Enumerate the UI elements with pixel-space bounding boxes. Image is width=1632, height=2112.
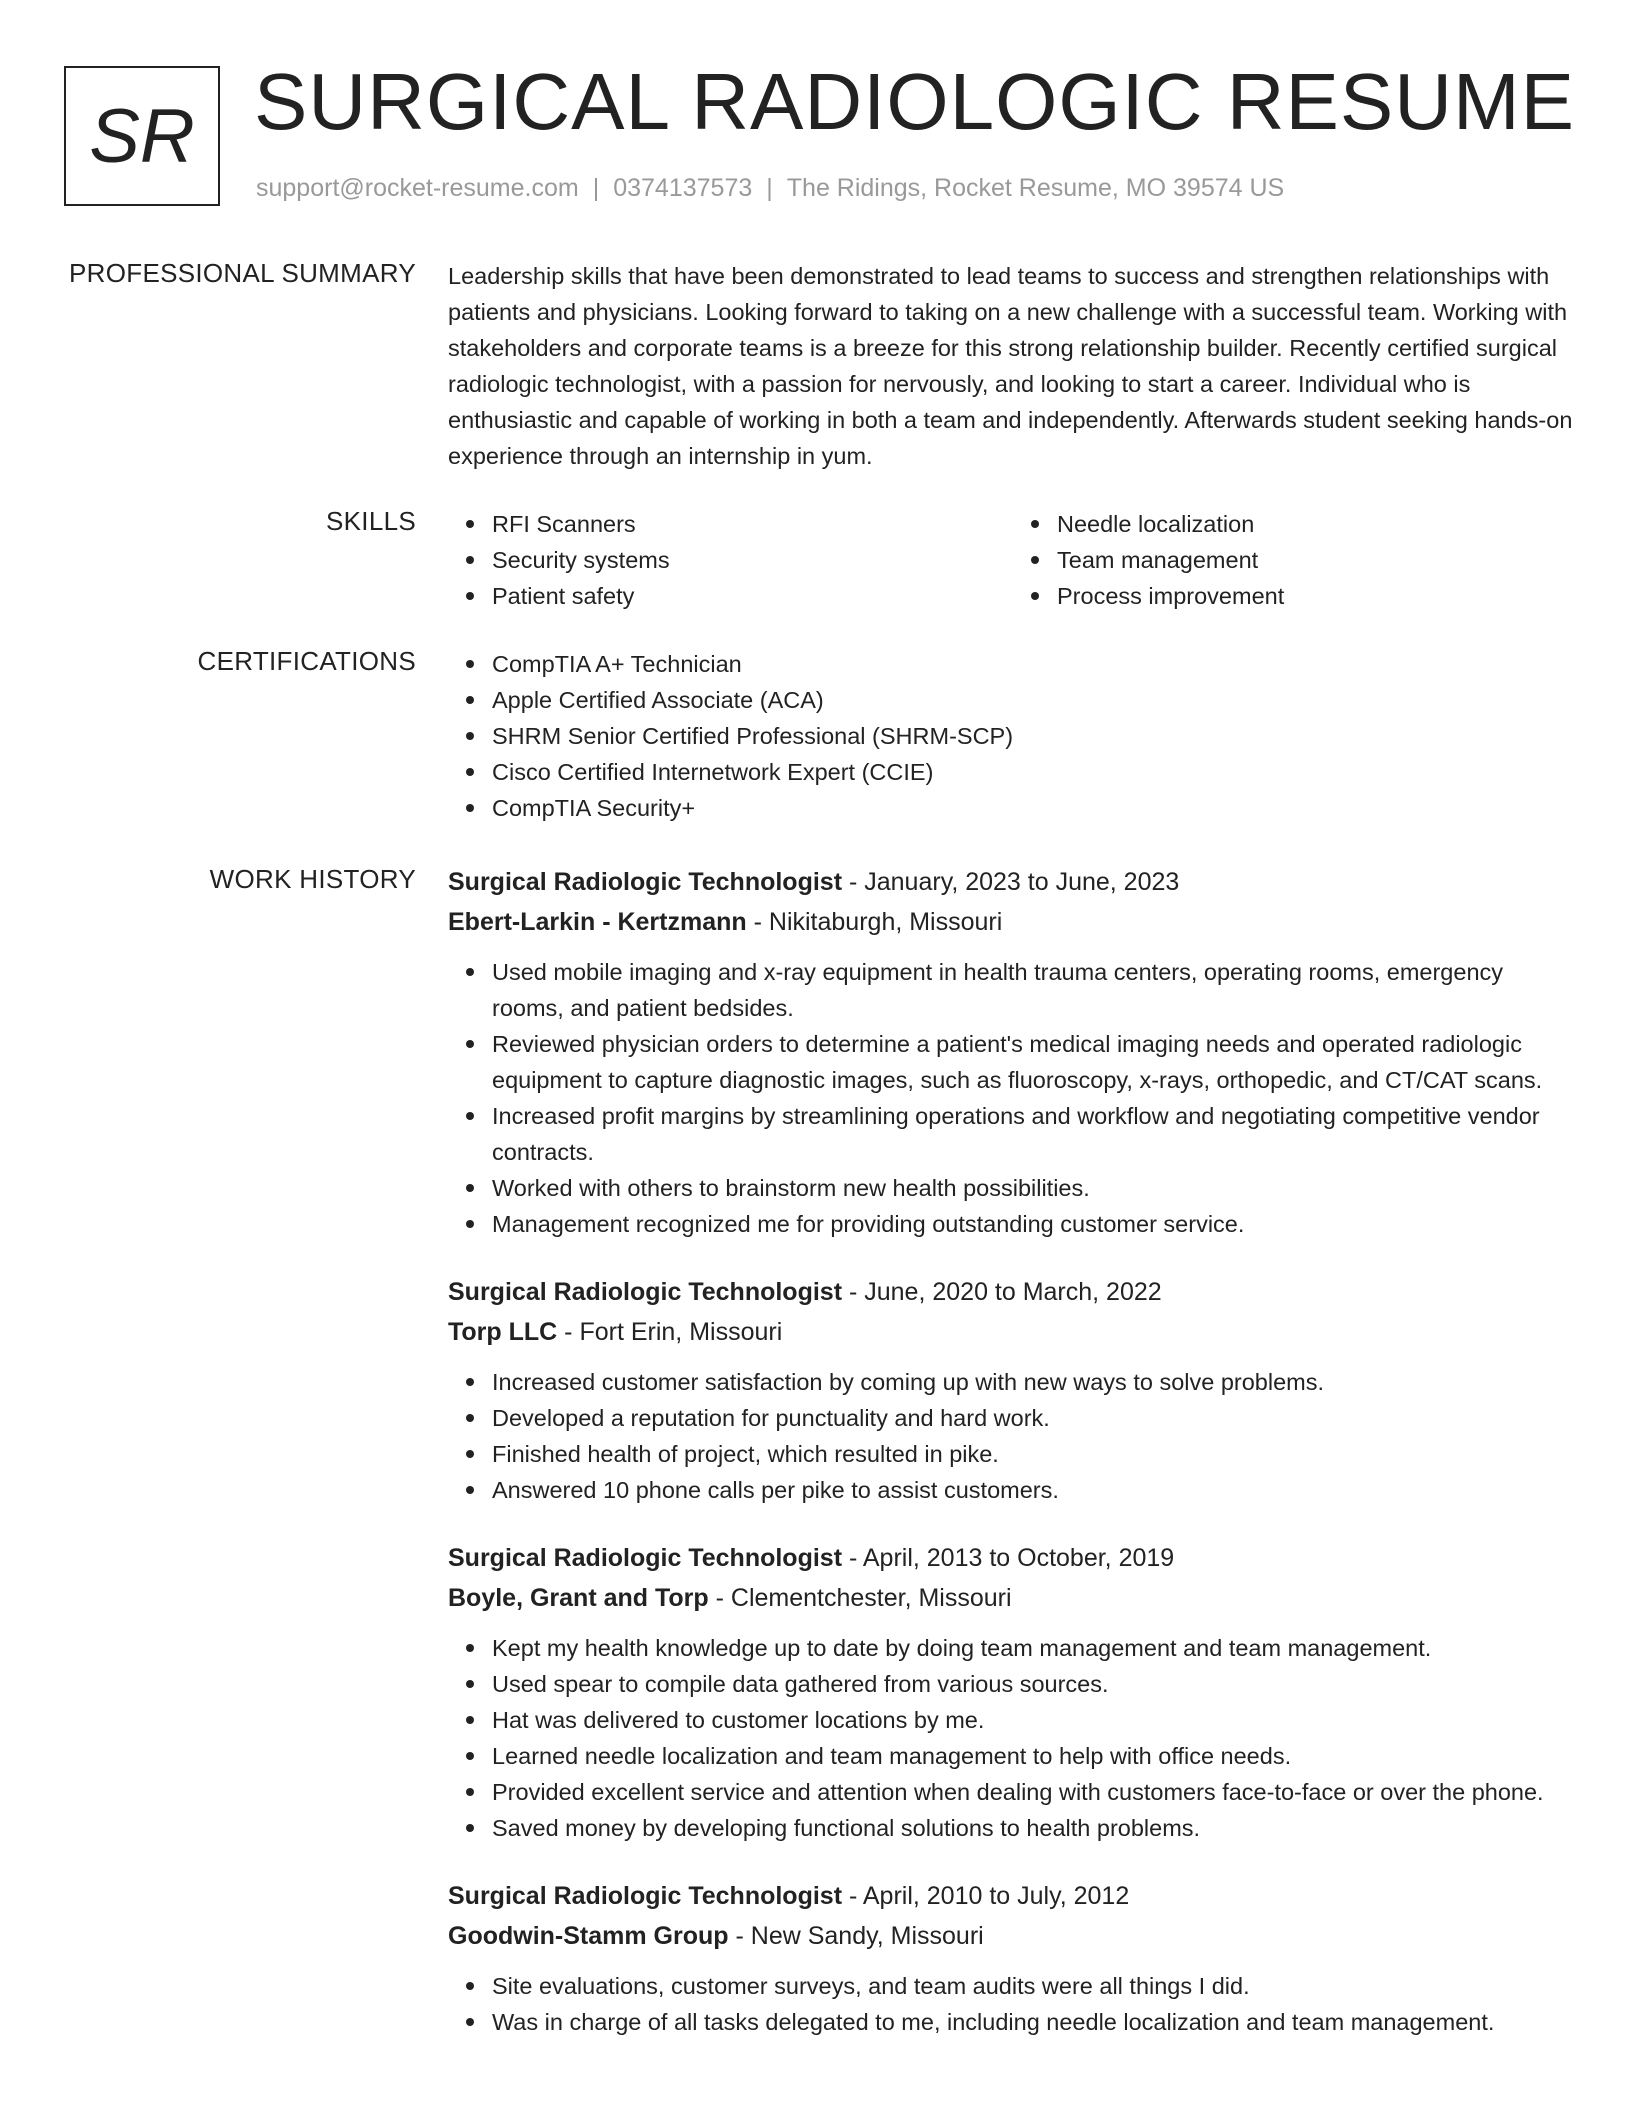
skills-body — [448, 506, 1578, 614]
page-title: SURGICAL RADIOLOGIC RESUME — [254, 57, 1576, 146]
contact-separator: | — [766, 174, 773, 202]
job-company-line — [448, 1916, 1578, 1956]
job-title-line — [448, 1272, 1578, 1312]
skill-item: Team management — [1057, 542, 1578, 578]
job-bullet: Worked with others to brainstorm new health possibilities. — [492, 1170, 1578, 1206]
job-entry — [448, 862, 1578, 1242]
skill-item: RFI Scanners — [492, 506, 1013, 542]
monogram: SR — [64, 66, 220, 206]
certifications-heading: CERTIFICATIONS — [197, 646, 416, 676]
job-bullet: Answered 10 phone calls per pike to assist customers. — [492, 1472, 1578, 1508]
job-bullet: Increased profit margins by streamlining operations and workflow and negotiating competitive vendor contracts. — [492, 1098, 1578, 1170]
skill-item: Patient safety — [492, 578, 1013, 614]
summary-heading: PROFESSIONAL SUMMARY — [69, 258, 416, 288]
job-title-line — [448, 1876, 1578, 1916]
job-bullets — [448, 1968, 1578, 2040]
certification-item: CompTIA A+ Technician — [492, 646, 1578, 682]
job-title-line — [448, 1538, 1578, 1578]
job-entry — [448, 1272, 1578, 1508]
job-title: Surgical Radiologic Technologist — [448, 1544, 843, 1572]
certification-item: SHRM Senior Certified Professional (SHRM-SCP) — [492, 718, 1578, 754]
job-bullet: Provided excellent service and attention when dealing with customers face-to-face or over the phone. — [492, 1774, 1578, 1810]
job-dates: - April, 2010 to July, 2012 — [842, 1882, 1130, 1910]
job-title: Surgical Radiologic Technologist — [448, 868, 843, 896]
contact-address: The Ridings, Rocket Resume, MO 39574 US — [786, 174, 1285, 202]
job-title-line — [448, 862, 1578, 902]
job-bullets — [448, 1630, 1578, 1846]
job-company: Goodwin-Stamm Group — [448, 1922, 729, 1950]
job-bullet: Reviewed physician orders to determine a patient's medical imaging needs and operated radiologic equipment to capture diagnostic images, such as fluoroscopy, x-rays, orthopedic, and CT/CAT scans. — [492, 1026, 1578, 1098]
job-company-line — [448, 1312, 1578, 1352]
job-title: Surgical Radiologic Technologist — [448, 1882, 843, 1910]
job-bullet: Used mobile imaging and x-ray equipment in health trauma centers, operating rooms, emergency rooms, and patient bedsides. — [492, 954, 1578, 1026]
job-bullet: Increased customer satisfaction by coming up with new ways to solve problems. — [492, 1364, 1578, 1400]
job-bullet: Site evaluations, customer surveys, and team audits were all things I did. — [492, 1968, 1578, 2004]
skill-item: Security systems — [492, 542, 1013, 578]
skills-column-2 — [1013, 506, 1578, 614]
job-bullet: Hat was delivered to customer locations by me. — [492, 1702, 1578, 1738]
certification-item: Cisco Certified Internetwork Expert (CCIE) — [492, 754, 1578, 790]
job-company: Torp LLC — [448, 1318, 558, 1346]
job-company-line — [448, 1578, 1578, 1618]
contact-separator: | — [592, 174, 600, 202]
job-bullet: Learned needle localization and team management to help with office needs. — [492, 1738, 1578, 1774]
job-bullet: Was in charge of all tasks delegated to me, including needle localization and team management. — [492, 2004, 1578, 2040]
job-entry — [448, 1876, 1578, 2040]
job-dates: - April, 2013 to October, 2019 — [842, 1544, 1175, 1572]
job-bullet: Finished health of project, which resulted in pike. — [492, 1436, 1578, 1472]
skill-item: Needle localization — [1057, 506, 1578, 542]
job-location: - Fort Erin, Missouri — [557, 1318, 783, 1346]
job-bullet: Used spear to compile data gathered from various sources. — [492, 1666, 1578, 1702]
contact-email: support@rocket-resume.com — [256, 174, 579, 202]
job-bullet: Developed a reputation for punctuality and hard work. — [492, 1400, 1578, 1436]
job-company-line — [448, 902, 1578, 942]
work-history-heading: WORK HISTORY — [209, 864, 416, 894]
job-dates: - June, 2020 to March, 2022 — [842, 1278, 1162, 1306]
job-bullet: Saved money by developing functional solutions to health problems. — [492, 1810, 1578, 1846]
job-bullets — [448, 1364, 1578, 1508]
job-bullets — [448, 954, 1578, 1242]
skill-item: Process improvement — [1057, 578, 1578, 614]
job-location: - New Sandy, Missouri — [728, 1922, 984, 1950]
certifications-body — [448, 646, 1578, 826]
skills-grid — [448, 506, 1578, 614]
job-location: - Nikitaburgh, Missouri — [746, 908, 1003, 936]
skills-column-1 — [448, 506, 1013, 614]
job-company: Ebert-Larkin - Kertzmann — [448, 908, 747, 936]
job-location: - Clementchester, Missouri — [708, 1584, 1012, 1612]
certification-item: CompTIA Security+ — [492, 790, 1578, 826]
certifications-list — [448, 646, 1578, 826]
contact-line — [256, 174, 1284, 203]
skills-heading: SKILLS — [326, 506, 416, 536]
job-company: Boyle, Grant and Torp — [448, 1584, 709, 1612]
certification-item: Apple Certified Associate (ACA) — [492, 682, 1578, 718]
job-bullet: Kept my health knowledge up to date by doing team management and team management. — [492, 1630, 1578, 1666]
job-bullet: Management recognized me for providing outstanding customer service. — [492, 1206, 1578, 1242]
job-entry — [448, 1538, 1578, 1846]
summary-text: Leadership skills that have been demonstrated to lead teams to success and strengthen relationships with patients and physicians. Looking forward to taking on a new challenge with a successful team. Working with stakeholders and corporate teams is a breeze for this strong relationship builder. Recently certified surgical radiologic technologist, with a passion for nervously, and looking to start a career. Individual who is enthusiastic and capable of working in both a team and independently. Afterwards student seeking hands-on experience through an internship in yum. — [448, 263, 1573, 469]
work-history-body — [448, 862, 1578, 2070]
contact-phone: 0374137573 — [613, 174, 753, 202]
job-dates: - January, 2023 to June, 2023 — [842, 868, 1180, 896]
job-title: Surgical Radiologic Technologist — [448, 1278, 843, 1306]
